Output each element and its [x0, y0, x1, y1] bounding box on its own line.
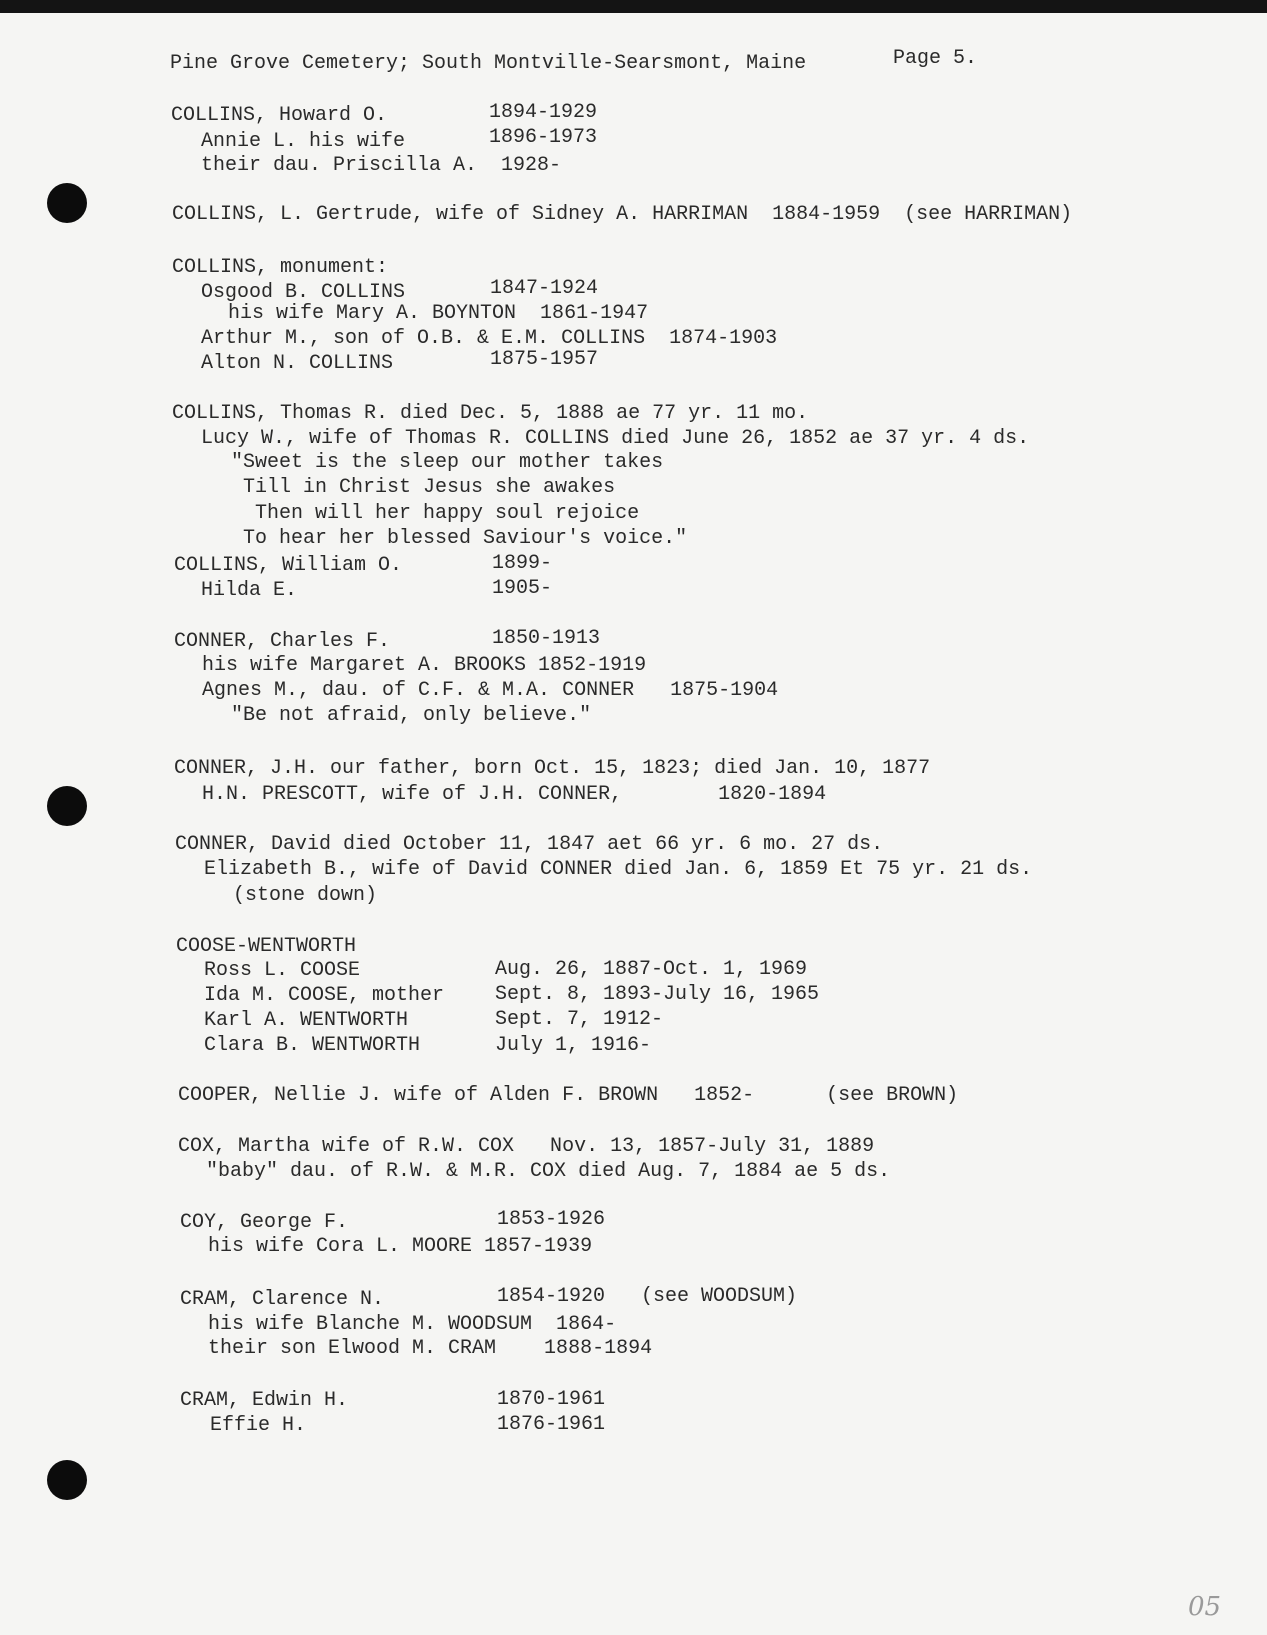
record-dates: 1854-1920 (see WOODSUM)	[497, 1285, 798, 1308]
record-line: CRAM, Edwin H.	[180, 1389, 349, 1412]
record-dates: 1870-1961	[497, 1388, 606, 1411]
epitaph-line: "Sweet is the sleep our mother takes	[183, 451, 664, 474]
record-dates: 1850-1913	[492, 627, 601, 650]
record-line: Karl A. WENTWORTH	[180, 1009, 409, 1032]
page-number: Page 5.	[893, 47, 978, 70]
record-line: Elizabeth B., wife of David CONNER died Jan. 6, 1859 Et 75 yr. 21 ds.	[180, 858, 1033, 881]
page-header-title: Pine Grove Cemetery; South Montville-Searsmont, Maine	[170, 52, 807, 75]
record-line: Ross L. COOSE	[180, 959, 361, 982]
record-line: Alton N. COLLINS	[177, 352, 394, 375]
record-dates: Sept. 7, 1912-	[495, 1008, 664, 1031]
record-line: his wife Margaret A. BROOKS 1852-1919	[178, 654, 647, 677]
record-line: COY, George F.	[180, 1211, 349, 1234]
record-line: CRAM, Clarence N.	[180, 1288, 385, 1311]
record-dates: 1894-1929	[489, 101, 598, 124]
record-line: COLLINS, Thomas R. died Dec. 5, 1888 ae 77 yr. 11 mo.	[172, 402, 809, 425]
record-line: their dau. Priscilla A. 1928-	[177, 154, 562, 177]
epitaph-line: Till in Christ Jesus she awakes	[183, 476, 616, 499]
record-dates: 1853-1926	[497, 1208, 606, 1231]
folio-number: 05	[1188, 1592, 1222, 1622]
record-line: COLLINS, L. Gertrude, wife of Sidney A. HARRIMAN 1884-1959 (see HARRIMAN)	[172, 203, 1073, 226]
record-dates: Sept. 8, 1893-July 16, 1965	[495, 983, 820, 1006]
record-line: Lucy W., wife of Thomas R. COLLINS died June 26, 1852 ae 37 yr. 4 ds.	[177, 427, 1030, 450]
record-line: Agnes M., dau. of C.F. & M.A. CONNER 1875-1904	[178, 679, 779, 702]
record-line: Osgood B. COLLINS	[177, 281, 406, 304]
record-line: Ida M. COOSE, mother	[180, 984, 445, 1007]
record-line: COX, Martha wife of R.W. COX Nov. 13, 1857-July 31, 1889	[178, 1135, 875, 1158]
record-line: Effie H.	[186, 1414, 307, 1437]
record-line: COOSE-WENTWORTH	[176, 935, 357, 958]
record-dates: 1876-1961	[497, 1413, 606, 1436]
epitaph-line: Then will her happy soul rejoice	[183, 502, 640, 525]
record-line: CONNER, David died October 11, 1847 aet 66 yr. 6 mo. 27 ds.	[175, 833, 884, 856]
record-line: COOPER, Nellie J. wife of Alden F. BROWN 1852- (see BROWN)	[178, 1084, 959, 1107]
record-line: COLLINS, Howard O.	[171, 104, 388, 127]
record-line: his wife Mary A. BOYNTON 1861-1947	[180, 302, 649, 325]
record-line: his wife Blanche M. WOODSUM 1864-	[184, 1313, 617, 1336]
record-line: Annie L. his wife	[177, 130, 406, 153]
record-line: Clara B. WENTWORTH	[180, 1034, 421, 1057]
record-line: "baby" dau. of R.W. & M.R. COX died Aug. 7, 1884 ae 5 ds.	[182, 1160, 891, 1183]
record-note: (stone down)	[185, 884, 378, 907]
record-line: their son Elwood M. CRAM 1888-1894	[184, 1337, 653, 1360]
record-dates: Aug. 26, 1887-Oct. 1, 1969	[495, 958, 808, 981]
record-line: CONNER, J.H. our father, born Oct. 15, 1823; died Jan. 10, 1877	[174, 757, 931, 780]
record-line: Arthur M., son of O.B. & E.M. COLLINS 1874-1903	[177, 327, 778, 350]
epitaph-line: To hear her blessed Saviour's voice."	[183, 527, 688, 550]
record-line: H.N. PRESCOTT, wife of J.H. CONNER, 1820-1894	[178, 783, 827, 806]
record-line: CONNER, Charles F.	[174, 630, 391, 653]
epitaph-line: "Be not afraid, only believe."	[183, 704, 592, 727]
record-dates: 1905-	[492, 577, 553, 600]
record-dates: 1899-	[492, 552, 553, 575]
record-line: COLLINS, monument:	[172, 256, 389, 279]
record-line: his wife Cora L. MOORE 1857-1939	[184, 1235, 593, 1258]
record-dates: 1847-1924	[490, 277, 599, 300]
record-dates: 1896-1973	[489, 126, 598, 149]
record-line: COLLINS, William O.	[174, 554, 403, 577]
record-dates: July 1, 1916-	[495, 1034, 652, 1057]
record-dates: 1875-1957	[490, 348, 599, 371]
record-line: Hilda E.	[177, 579, 298, 602]
